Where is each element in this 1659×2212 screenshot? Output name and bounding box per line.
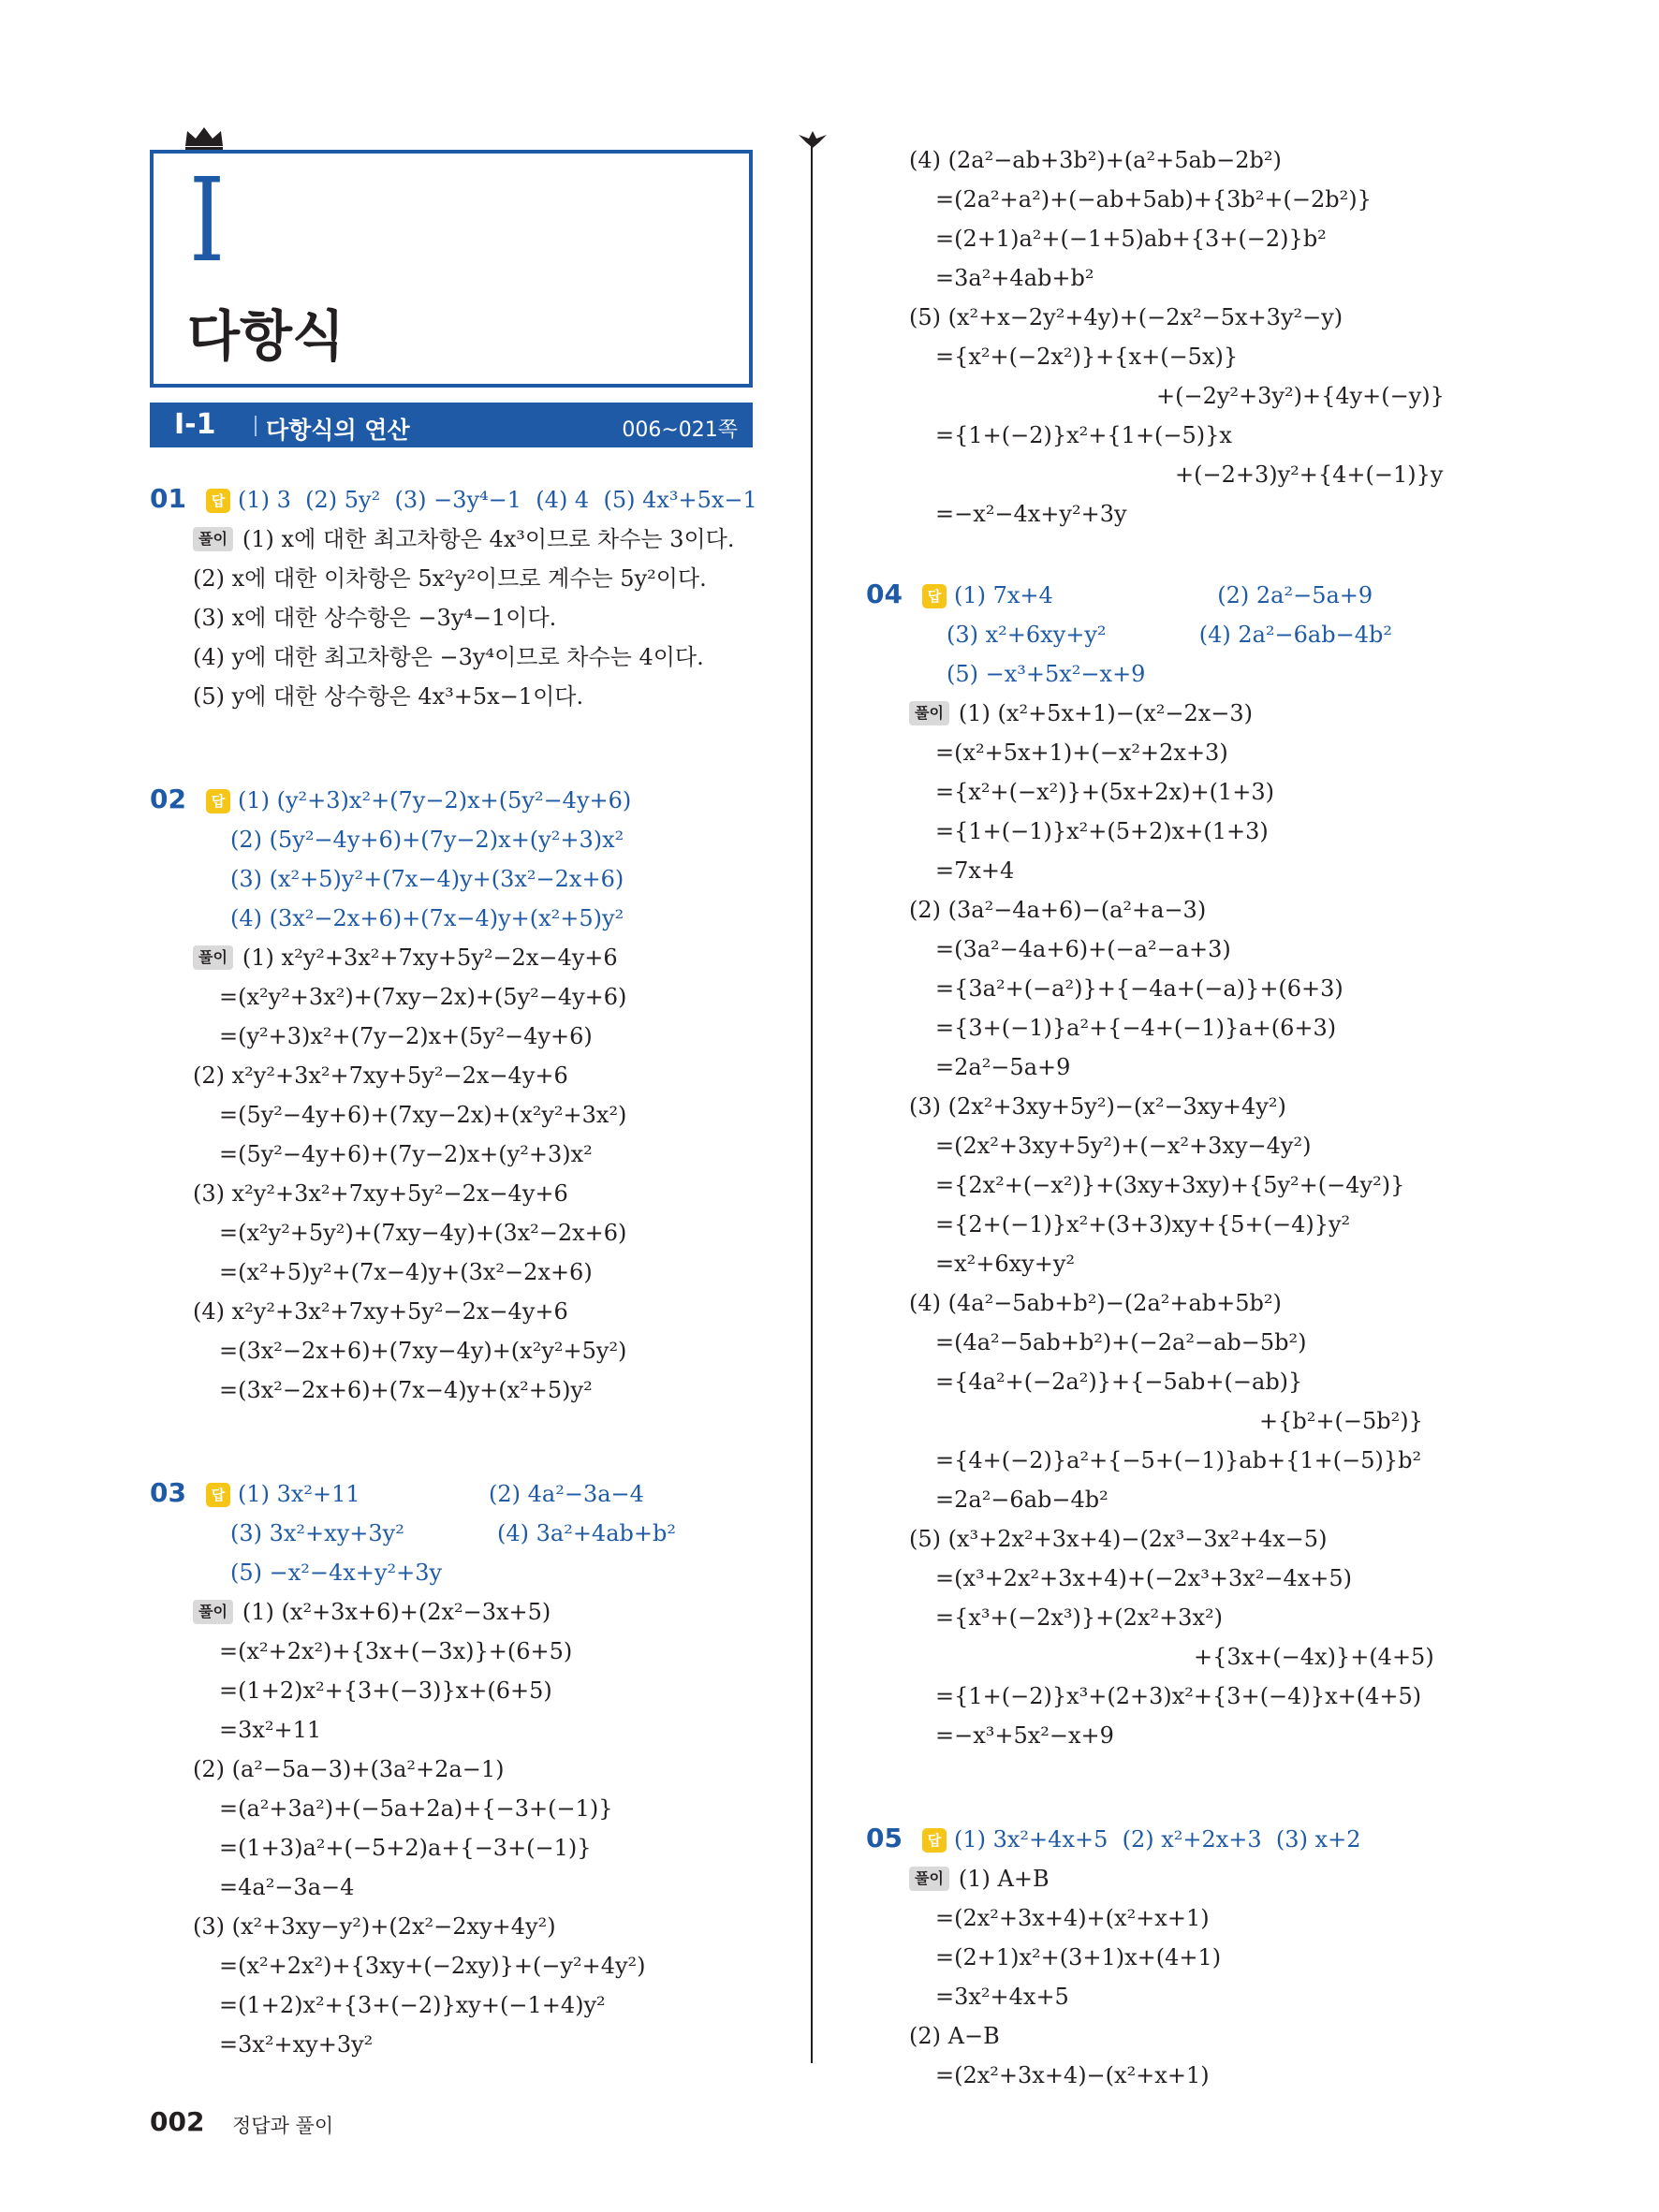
solution-line bbox=[150, 899, 786, 938]
line-text: ={3+(−1)}a²+{−4+(−1)}a+(6+3) bbox=[935, 1015, 1337, 1041]
page-number: 002 bbox=[150, 2106, 205, 2137]
line-text: =3a²+4ab+b² bbox=[935, 265, 1094, 291]
line-text: =(2+1)a²+(−1+5)ab+{3+(−2)}b² bbox=[935, 226, 1327, 252]
solution-line bbox=[866, 1677, 1503, 1716]
solution-line bbox=[866, 1087, 1503, 1126]
line-text: =(5y²−4y+6)+(7y−2)x+(y²+3)x² bbox=[219, 1141, 593, 1167]
solution-line bbox=[866, 1126, 1503, 1165]
column-ornament-icon bbox=[797, 129, 829, 150]
line-text: ={1+(−2)}x²+{1+(−5)}x bbox=[935, 422, 1232, 448]
solution-line bbox=[866, 1637, 1503, 1677]
solution-line bbox=[866, 1938, 1503, 1977]
line-text: =(4a²−5ab+b²)+(−2a²−ab−5b²) bbox=[935, 1329, 1307, 1355]
solution-line bbox=[150, 1750, 786, 1789]
section-separator bbox=[255, 416, 257, 436]
solution-badge: 풀이 bbox=[909, 1867, 949, 1891]
solution-line bbox=[150, 1868, 786, 1907]
line-text: (5) −x³+5x²−x+9 bbox=[947, 661, 1146, 687]
solution-line bbox=[866, 851, 1503, 890]
problem-answer-line bbox=[150, 479, 786, 520]
line-text: =(3a²−4a+6)+(−a²−a+3) bbox=[935, 936, 1231, 962]
line-text: ={4+(−2)}a²+{−5+(−1)}ab+{1+(−5)}b² bbox=[935, 1447, 1422, 1473]
solution-line bbox=[866, 812, 1503, 851]
solution-line bbox=[150, 677, 786, 716]
problem-answer-line bbox=[866, 1819, 1503, 1859]
solution-line bbox=[866, 615, 1503, 654]
chapter-title: 다항식 bbox=[187, 304, 345, 368]
line-text: =(1+2)x²+{3+(−2)}xy+(−1+4)y² bbox=[219, 1992, 606, 2018]
solution-line bbox=[866, 1165, 1503, 1205]
solution-line bbox=[866, 1283, 1503, 1323]
solution-badge: 풀이 bbox=[193, 945, 233, 970]
solution-line bbox=[866, 1559, 1503, 1598]
solution-line bbox=[866, 140, 1503, 180]
solution-line bbox=[150, 1135, 786, 1174]
line-text: (3) (x²+3xy−y²)+(2x²−2xy+4y²) bbox=[193, 1913, 556, 1940]
solution-line bbox=[866, 1205, 1503, 1244]
solution-line bbox=[866, 1401, 1503, 1441]
solution-line bbox=[866, 1047, 1503, 1087]
line-text: (2) (a²−5a−3)+(3a²+2a−1) bbox=[193, 1756, 505, 1782]
solution-line bbox=[866, 1716, 1503, 1755]
solution-line bbox=[150, 1671, 786, 1710]
line-text: (2) (3a²−4a+6)−(a²+a−3) bbox=[909, 897, 1207, 923]
problem-answer-line bbox=[150, 1473, 786, 1514]
line-text: (3) x²y²+3x²+7xy+5y²−2x−4y+6 bbox=[193, 1180, 568, 1207]
line-text: =x²+6xy+y² bbox=[935, 1251, 1076, 1277]
solution-line bbox=[866, 890, 1503, 930]
solution-line bbox=[150, 820, 786, 859]
line-text: =2a²−6ab−4b² bbox=[935, 1487, 1108, 1513]
line-text: =(x²+2x²)+{3xy+(−2xy)}+(−y²+4y²) bbox=[219, 1953, 646, 1979]
solution-line bbox=[150, 1252, 786, 1292]
line-text: (1) x²y²+3x²+7xy+5y²−2x−4y+6 bbox=[242, 945, 618, 971]
solution-line bbox=[866, 1244, 1503, 1283]
line-text: ={x²+(−2x²)}+{x+(−5x)} bbox=[935, 344, 1239, 370]
line-text: (5) (x³+2x²+3x+4)−(2x³−3x²+4x−5) bbox=[909, 1526, 1328, 1552]
line-text: (3) x²+6xy+y² (4) 2a²−6ab−4b² bbox=[947, 622, 1392, 648]
solution-line bbox=[150, 1056, 786, 1095]
crown-icon bbox=[184, 125, 225, 152]
solution-line bbox=[866, 1898, 1503, 1938]
answer-badge: 답 bbox=[922, 584, 947, 608]
line-text: =(y²+3)x²+(7y−2)x+(5y²−4y+6) bbox=[219, 1023, 593, 1049]
line-text: =(x²+5x+1)+(−x²+2x+3) bbox=[935, 740, 1228, 766]
line-text: +{3x+(−4x)}+(4+5) bbox=[1194, 1644, 1434, 1670]
problem-number: 02 bbox=[150, 784, 186, 814]
solution-line bbox=[150, 1095, 786, 1135]
line-text: ={2+(−1)}x²+(3+3)xy+{5+(−4)}y² bbox=[935, 1211, 1351, 1238]
line-text: =2a²−5a+9 bbox=[935, 1054, 1071, 1080]
problem-answer-line bbox=[866, 575, 1503, 615]
spacer bbox=[866, 534, 1503, 575]
right-column bbox=[866, 140, 1503, 2095]
line-text: (1) (x²+3x+6)+(2x²−3x+5) bbox=[242, 1599, 551, 1625]
solution-line bbox=[866, 2056, 1503, 2095]
solution-line bbox=[150, 1632, 786, 1671]
line-text: ={x³+(−2x³)}+(2x²+3x²) bbox=[935, 1604, 1223, 1631]
solution-start-line bbox=[150, 938, 786, 977]
line-text: =(2a²+a²)+(−ab+5ab)+{3b²+(−2b²)} bbox=[935, 186, 1372, 212]
section-pages: 006~021쪽 bbox=[622, 418, 738, 442]
solution-line bbox=[866, 1598, 1503, 1637]
spacer bbox=[150, 716, 786, 780]
line-text: (1) (x²+5x+1)−(x²−2x−3) bbox=[958, 700, 1254, 726]
footer-label: 정답과 풀이 bbox=[232, 2115, 334, 2137]
line-text: (1) (y²+3)x²+(7y−2)x+(5y²−4y+6) bbox=[238, 787, 632, 813]
line-text: (5) y에 대한 상수항은 4x³+5x−1이다. bbox=[193, 683, 584, 710]
answer-badge: 답 bbox=[206, 489, 230, 513]
line-text: (4) (4a²−5ab+b²)−(2a²+ab+5b²) bbox=[909, 1290, 1282, 1316]
solution-line bbox=[150, 977, 786, 1017]
line-text: =3x²+4x+5 bbox=[935, 1984, 1069, 2010]
solution-badge: 풀이 bbox=[909, 701, 949, 725]
solution-line bbox=[866, 772, 1503, 812]
solution-line bbox=[866, 494, 1503, 534]
line-text: ={3a²+(−a²)}+{−4a+(−a)}+(6+3) bbox=[935, 975, 1343, 1002]
line-text: =(3x²−2x+6)+(7xy−4y)+(x²y²+5y²) bbox=[219, 1338, 627, 1364]
line-text: ={4a²+(−2a²)}+{−5ab+(−ab)} bbox=[935, 1369, 1303, 1395]
line-text: =(x²y²+5y²)+(7xy−4y)+(3x²−2x+6) bbox=[219, 1220, 627, 1246]
line-text: =−x³+5x²−x+9 bbox=[935, 1722, 1114, 1749]
line-text: (1) x에 대한 최고차항은 4x³이므로 차수는 3이다. bbox=[242, 526, 735, 552]
line-text: =(3x²−2x+6)+(7x−4)y+(x²+5)y² bbox=[219, 1377, 593, 1403]
line-text: =(5y²−4y+6)+(7xy−2x)+(x²y²+3x²) bbox=[219, 1102, 627, 1128]
solution-line bbox=[866, 219, 1503, 258]
line-text: ={2x²+(−x²)}+(3xy+3xy)+{5y²+(−4y²)} bbox=[935, 1172, 1405, 1198]
line-text: =(2+1)x²+(3+1)x+(4+1) bbox=[935, 1944, 1222, 1970]
solution-line bbox=[866, 258, 1503, 298]
solution-line bbox=[150, 1828, 786, 1868]
solution-line bbox=[150, 1946, 786, 1985]
section-title: 다항식의 연산 bbox=[266, 417, 410, 444]
solution-line bbox=[866, 2016, 1503, 2056]
line-text: +(−2y²+3y²)+{4y+(−y)} bbox=[1156, 383, 1445, 409]
line-text: =−x²−4x+y²+3y bbox=[935, 501, 1127, 527]
section-number: I-1 bbox=[174, 408, 216, 441]
line-text: (4) x²y²+3x²+7xy+5y²−2x−4y+6 bbox=[193, 1298, 568, 1325]
line-text: (1) 3x²+4x+5 (2) x²+2x+3 (3) x+2 bbox=[954, 1826, 1361, 1853]
solution-line bbox=[150, 1710, 786, 1750]
line-text: =4a²−3a−4 bbox=[219, 1874, 355, 1900]
problem-number: 04 bbox=[866, 579, 903, 609]
line-text: =(2x²+3x+4)−(x²+x+1) bbox=[935, 2062, 1210, 2088]
line-text: (2) (5y²−4y+6)+(7y−2)x+(y²+3)x² bbox=[230, 827, 624, 853]
left-column bbox=[150, 479, 786, 2064]
spacer bbox=[150, 1410, 786, 1473]
line-text: (5) −x²−4x+y²+3y bbox=[230, 1560, 443, 1586]
answer-badge: 답 bbox=[206, 1483, 230, 1507]
solution-line bbox=[866, 1008, 1503, 1047]
solution-line bbox=[150, 1292, 786, 1331]
line-text: =(x²+5)y²+(7x−4)y+(3x²−2x+6) bbox=[219, 1259, 593, 1285]
line-text: (1) A+B bbox=[958, 1866, 1050, 1892]
solution-line bbox=[150, 1017, 786, 1056]
solution-start-line bbox=[866, 1859, 1503, 1898]
solution-line bbox=[866, 1323, 1503, 1362]
line-text: =3x²+11 bbox=[219, 1717, 322, 1743]
solution-line bbox=[150, 637, 786, 677]
line-text: +(−2+3)y²+{4+(−1)}y bbox=[1175, 461, 1444, 488]
line-text: (5) (x²+x−2y²+4y)+(−2x²−5x+3y²−y) bbox=[909, 304, 1343, 330]
line-text: (3) 3x²+xy+3y² (4) 3a²+4ab+b² bbox=[230, 1520, 676, 1546]
line-text: (4) (3x²−2x+6)+(7x−4)y+(x²+5)y² bbox=[230, 905, 624, 931]
line-text: (3) (x²+5)y²+(7x−4)y+(3x²−2x+6) bbox=[230, 866, 624, 892]
solution-line bbox=[866, 1441, 1503, 1480]
chapter-header bbox=[150, 150, 753, 388]
problem-number: 03 bbox=[150, 1477, 186, 1508]
solution-line bbox=[150, 1331, 786, 1370]
problem-number: 05 bbox=[866, 1823, 903, 1853]
line-text: =(x²y²+3x²)+(7xy−2x)+(5y²−4y+6) bbox=[219, 984, 627, 1010]
solution-line bbox=[866, 930, 1503, 969]
solution-badge: 풀이 bbox=[193, 1600, 233, 1624]
solution-badge: 풀이 bbox=[193, 527, 233, 551]
solution-start-line bbox=[150, 520, 786, 559]
line-text: (4) y에 대한 최고차항은 −3y⁴이므로 차수는 4이다. bbox=[193, 644, 704, 670]
solution-line bbox=[150, 2025, 786, 2064]
solution-line bbox=[866, 1977, 1503, 2016]
solution-start-line bbox=[866, 694, 1503, 733]
answer-badge: 답 bbox=[922, 1828, 947, 1853]
line-text: (1) 3x²+11 (2) 4a²−3a−4 bbox=[238, 1481, 644, 1507]
line-text: =7x+4 bbox=[935, 857, 1015, 884]
solution-start-line bbox=[150, 1592, 786, 1632]
line-text: =(1+2)x²+{3+(−3)}x+(6+5) bbox=[219, 1677, 552, 1704]
solution-line bbox=[150, 559, 786, 598]
solution-line bbox=[150, 1907, 786, 1946]
solution-line bbox=[866, 969, 1503, 1008]
solution-line bbox=[150, 1213, 786, 1252]
solution-line bbox=[866, 1362, 1503, 1401]
line-text: (2) x에 대한 이차항은 5x²y²이므로 계수는 5y²이다. bbox=[193, 565, 707, 592]
solution-line bbox=[150, 598, 786, 637]
problem-number: 01 bbox=[150, 483, 186, 514]
column-divider bbox=[811, 140, 813, 2063]
solution-line bbox=[150, 1514, 786, 1553]
line-text: (3) (2x²+3xy+5y²)−(x²−3xy+4y²) bbox=[909, 1093, 1286, 1120]
solution-line bbox=[150, 859, 786, 899]
solution-line bbox=[866, 180, 1503, 219]
line-text: +{b²+(−5b²)} bbox=[1259, 1408, 1423, 1434]
line-text: =3x²+xy+3y² bbox=[219, 2031, 374, 2058]
solution-line bbox=[150, 1553, 786, 1592]
line-text: =(a²+3a²)+(−5a+2a)+{−3+(−1)} bbox=[219, 1795, 613, 1822]
solution-line bbox=[866, 455, 1503, 494]
problem-answer-line bbox=[150, 780, 786, 820]
solution-line bbox=[866, 1480, 1503, 1519]
spacer bbox=[866, 1755, 1503, 1819]
line-text: =(x²+2x²)+{3x+(−3x)}+(6+5) bbox=[219, 1638, 573, 1664]
line-text: ={1+(−1)}x²+(5+2)x+(1+3) bbox=[935, 818, 1269, 844]
solution-line bbox=[866, 298, 1503, 337]
line-text: ={1+(−2)}x³+(2+3)x²+{3+(−4)}x+(4+5) bbox=[935, 1683, 1422, 1709]
solution-line bbox=[866, 654, 1503, 694]
solution-line bbox=[150, 1370, 786, 1410]
solution-line bbox=[866, 1519, 1503, 1559]
line-text: (2) A−B bbox=[909, 2023, 1000, 2049]
solution-line bbox=[866, 416, 1503, 455]
solution-line bbox=[150, 1174, 786, 1213]
solution-line bbox=[866, 337, 1503, 376]
line-text: (1) 7x+4 (2) 2a²−5a+9 bbox=[954, 582, 1373, 608]
line-text: =(x³+2x²+3x+4)+(−2x³+3x²−4x+5) bbox=[935, 1565, 1353, 1591]
solution-line bbox=[150, 1985, 786, 2025]
line-text: (2) x²y²+3x²+7xy+5y²−2x−4y+6 bbox=[193, 1062, 568, 1089]
line-text: (4) (2a²−ab+3b²)+(a²+5ab−2b²) bbox=[909, 147, 1282, 173]
line-text: =(1+3)a²+(−5+2)a+{−3+(−1)} bbox=[219, 1835, 592, 1861]
line-text: ={x²+(−x²)}+(5x+2x)+(1+3) bbox=[935, 779, 1274, 805]
answer-badge: 답 bbox=[206, 789, 230, 813]
line-text: (3) x에 대한 상수항은 −3y⁴−1이다. bbox=[193, 605, 557, 631]
solution-line bbox=[866, 376, 1503, 416]
section-header bbox=[150, 403, 753, 447]
line-text: =(2x²+3x+4)+(x²+x+1) bbox=[935, 1905, 1210, 1931]
solution-line bbox=[866, 733, 1503, 772]
solution-line bbox=[150, 1789, 786, 1828]
line-text: (1) 3 (2) 5y² (3) −3y⁴−1 (4) 4 (5) 4x³+5x−1 bbox=[238, 487, 757, 513]
line-text: =(2x²+3xy+5y²)+(−x²+3xy−4y²) bbox=[935, 1133, 1312, 1159]
chapter-number: I bbox=[189, 154, 226, 288]
